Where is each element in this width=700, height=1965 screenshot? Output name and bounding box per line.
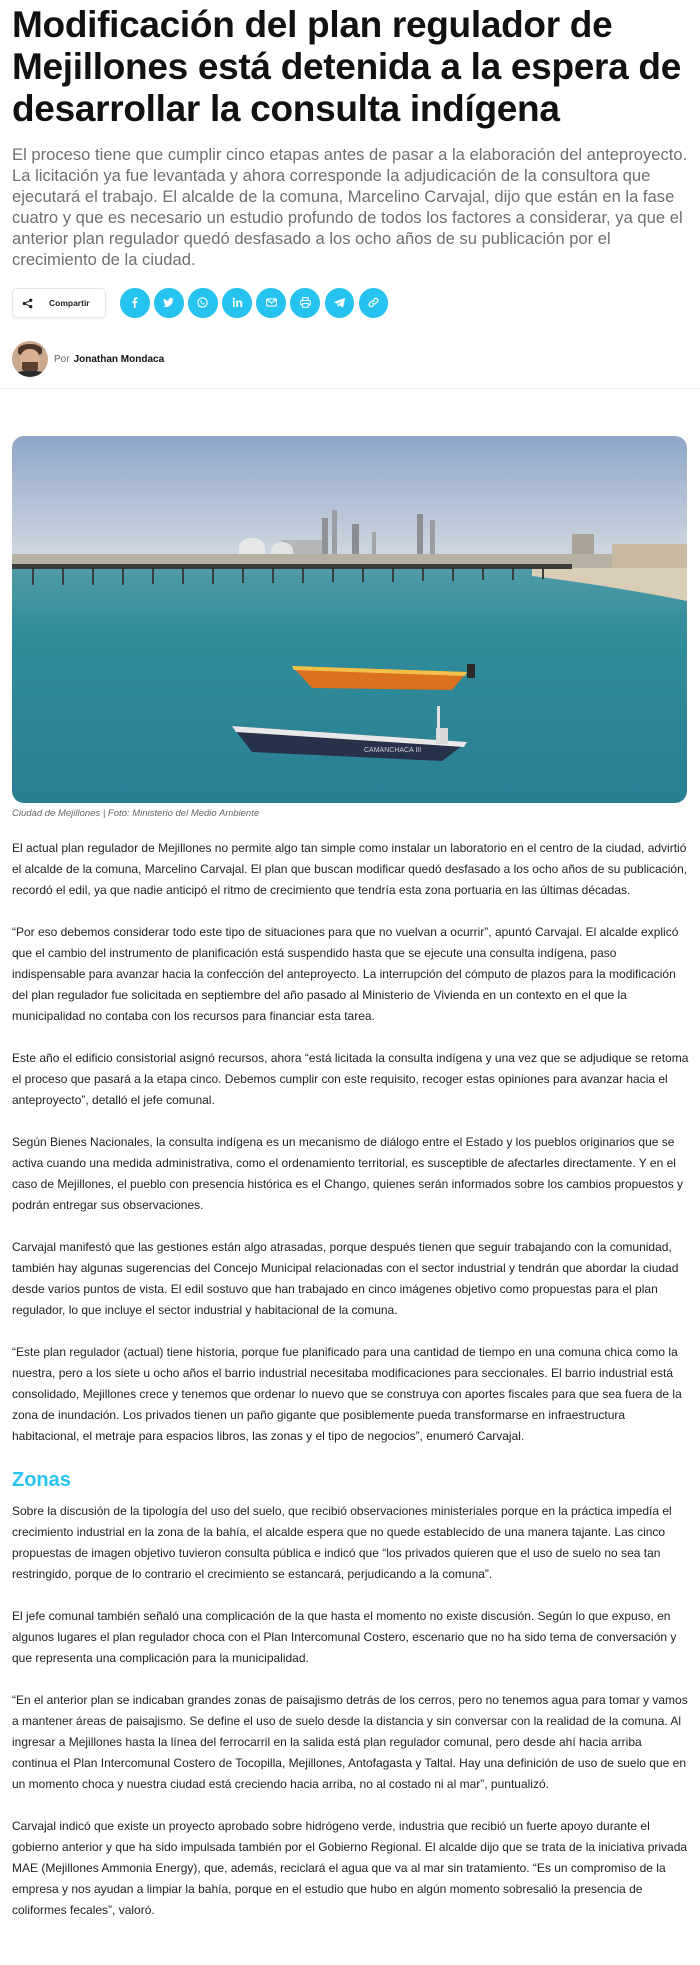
share-icon: [22, 298, 33, 309]
article-paragraph: El jefe comunal también señaló una complicación de la que hasta el momento no existe discusión. Según lo que expuso, en algunos lugares el plan regulador choca con el Plan Intercomunal Costero, escenario que no ha sido tema de conversación y que representa una complicación para la municipalidad.: [12, 1609, 677, 1665]
print-icon: [299, 296, 312, 309]
facebook-icon: [128, 296, 141, 309]
section-heading: Zonas: [12, 1469, 71, 1491]
email-icon: [265, 296, 278, 309]
share-bar: [12, 288, 696, 318]
twitter-share-button[interactable]: [154, 288, 184, 318]
email-share-button[interactable]: [256, 288, 286, 318]
social-share-buttons: [120, 288, 388, 318]
header-divider: [0, 388, 700, 389]
telegram-icon: [333, 296, 346, 309]
share-button[interactable]: [12, 288, 106, 318]
whatsapp-share-button[interactable]: [188, 288, 218, 318]
article-paragraph: “Este plan regulador (actual) tiene historia, porque fue planificado para una cantidad de tiempo en una comuna chica como la nuestra, pero a los siete u ocho años el barrio industrial necesitaba modificaciones para seccionales. El barrio industrial está consolidado, Mejillones crece y tenemos que ordenar lo nuevo que se construya con aportes fiscales para que sea fuera de la zona de inundación. Los privados tienen un paño gigante que posiblemente pueda transformarse en infraestructura habitacional, el metraje para espacios libros, las zonas y el tipo de negocios”, enumeró Carvajal.: [12, 1345, 682, 1443]
boat-name-label: CAMANCHACA III: [364, 747, 422, 754]
article-paragraph: Carvajal indicó que existe un proyecto aprobado sobre hidrógeno verde, industria que recibió un fuerte apoyo durante el gobierno anterior y que ha sido impulsada también por el Gobierno Regional. El alcalde dijo que se trata de la iniciativa privada MAE (Mejillones Ammonia Energy), que, además, reciclará el agua que va al mar sin tratamiento. “Es un compromiso de la empresa y nos ayudan a limpiar la bahía, porque en el estudio que hubo en algún momento sobresalió la presencia de coliformes fecales”, valoró.: [12, 1819, 688, 1917]
photo-caption: Ciudad de Mejillones | Foto: Ministerio del Medio Ambiente: [12, 808, 260, 819]
author-name[interactable]: Jonathan Mondaca: [73, 353, 165, 365]
copy-link-button[interactable]: [359, 288, 389, 318]
article-paragraph: Según Bienes Nacionales, la consulta indígena es un mecanismo de diálogo entre el Estado y los pueblos originarios que se activa cuando una medida administrativa, como el ordenamiento territorial, es susceptible de afectarles directamente. Y en el caso de Mejillones, el pueblo con presencia histórica es el Chango, quienes serán informados sobre los cambios propuestos y podrán entregar sus observaciones.: [12, 1135, 684, 1212]
article-photo: [12, 436, 687, 803]
author-byline: [12, 341, 164, 377]
telegram-share-button[interactable]: [325, 288, 355, 318]
article-paragraph: “Por eso debemos considerar todo este tipo de situaciones para que no vuelvan a ocurrir”, apuntó Carvajal. El alcalde explicó que el cambio del instrumento de planificación está suspendido hasta que se ejecute una consulta indígena, paso indispensable para avanzar hacia la confección del anteproyecto. La interrupción del cómputo de plazos para la modificación del plan regulador fue solicitada en septiembre del año pasado al Ministerio de Vivienda en un contexto en el que la municipalidad no contaba con los recursos para financiar esta tarea.: [12, 925, 679, 1023]
twitter-icon: [162, 296, 175, 309]
linkedin-share-button[interactable]: [222, 288, 252, 318]
article-summary: El proceso tiene que cumplir cinco etapas antes de pasar a la elaboración del anteproyecto. La licitación ya fue levantada y ahora corresponde la adjudicación de la consultora que ejecutará el trabajo. El alcalde de la comuna, Marcelino Carvajal, dijo que están en la fase cuatro y que es necesario un estudio profundo de todos los factores a considerar, ya que el anterior plan regulador quedó desfasado a los ocho años de su publicación por el crecimiento de la ciudad.: [12, 145, 688, 269]
linkedin-icon: [231, 296, 244, 309]
article-paragraph: Sobre la discusión de la tipología del uso del suelo, que recibió observaciones ministeriales porque en la práctica impedía el crecimiento industrial en la zona de la bahía, el alcalde espera que no quede establecido de una manera tajante. Las cinco propuestas de imagen objetivo tuvieron consulta pública e indicó que “los privados quieren que el uso de suelo no sea tan restringido, porque de lo contrario el crecimiento se estancará, perjudicando a la comuna”.: [12, 1504, 672, 1581]
article-paragraph: El actual plan regulador de Mejillones no permite algo tan simple como instalar un laboratorio en el centro de la ciudad, advirtió el alcalde de la comuna, Marcelino Carvajal. El plan que buscan modificar quedó desfasado a los ocho años de su publicación, recordó el edil, ya que nadie anticipó el ritmo de crecimiento que tendría esta zona portuaria en las últimas décadas.: [12, 841, 688, 897]
print-button[interactable]: [290, 288, 320, 318]
article-paragraph: Este año el edificio consistorial asignó recursos, ahora “está licitada la consulta indígena y una vez que se adjudique se retoma el proceso que pasará a la etapa cinco. Debemos cumplir con este requisito, recoger estas opiniones para avanzar hacia el anteproyecto”, detalló el jefe comunal.: [12, 1051, 689, 1107]
share-label: Compartir: [49, 298, 90, 308]
article-paragraph: Carvajal manifestó que las gestiones están algo atrasadas, porque después tienen que seguir trabajando con la comunidad, también hay algunas sugerencias del Concejo Municipal relacionadas con el sector industrial y tendrán que abordar la ciudad desde varios puntos de vista. El edil sostuvo que han trabajado en cinco imágenes objetivo como propuestas para el plan regulador, lo que incluye el sector industrial y habitacional de la comuna.: [12, 1240, 679, 1317]
facebook-share-button[interactable]: [120, 288, 150, 318]
article-body: [12, 838, 690, 1942]
article-headline: Modificación del plan regulador de Mejillones está detenida a la espera de desarrollar la consulta indígena: [12, 4, 681, 129]
article-paragraph: “En el anterior plan se indicaban grandes zonas de paisajismo detrás de los cerros, pero no tenemos agua para tomar y vamos a mantener áreas de paisajismo. Se define el uso de suelo desde la distancia y sin conversar con la realidad de la comuna. Al ingresar a Mejillones hasta la línea del ferrocarril en la salida está plan regulador comunal, pero desde ahí hacia arriba continua el Plan Intercomunal Costero de Tocopilla, Mejillones, Antofagasta y Taltal. Hay una definición de uso de suelo que en un momento choca y nuestra ciudad está creciendo hacia arriba, no al costado ni al mar”, puntualizó.: [12, 1693, 688, 1791]
whatsapp-icon: [196, 296, 209, 309]
author-avatar[interactable]: [12, 341, 48, 377]
link-icon: [367, 296, 380, 309]
by-label: Por: [54, 353, 70, 365]
